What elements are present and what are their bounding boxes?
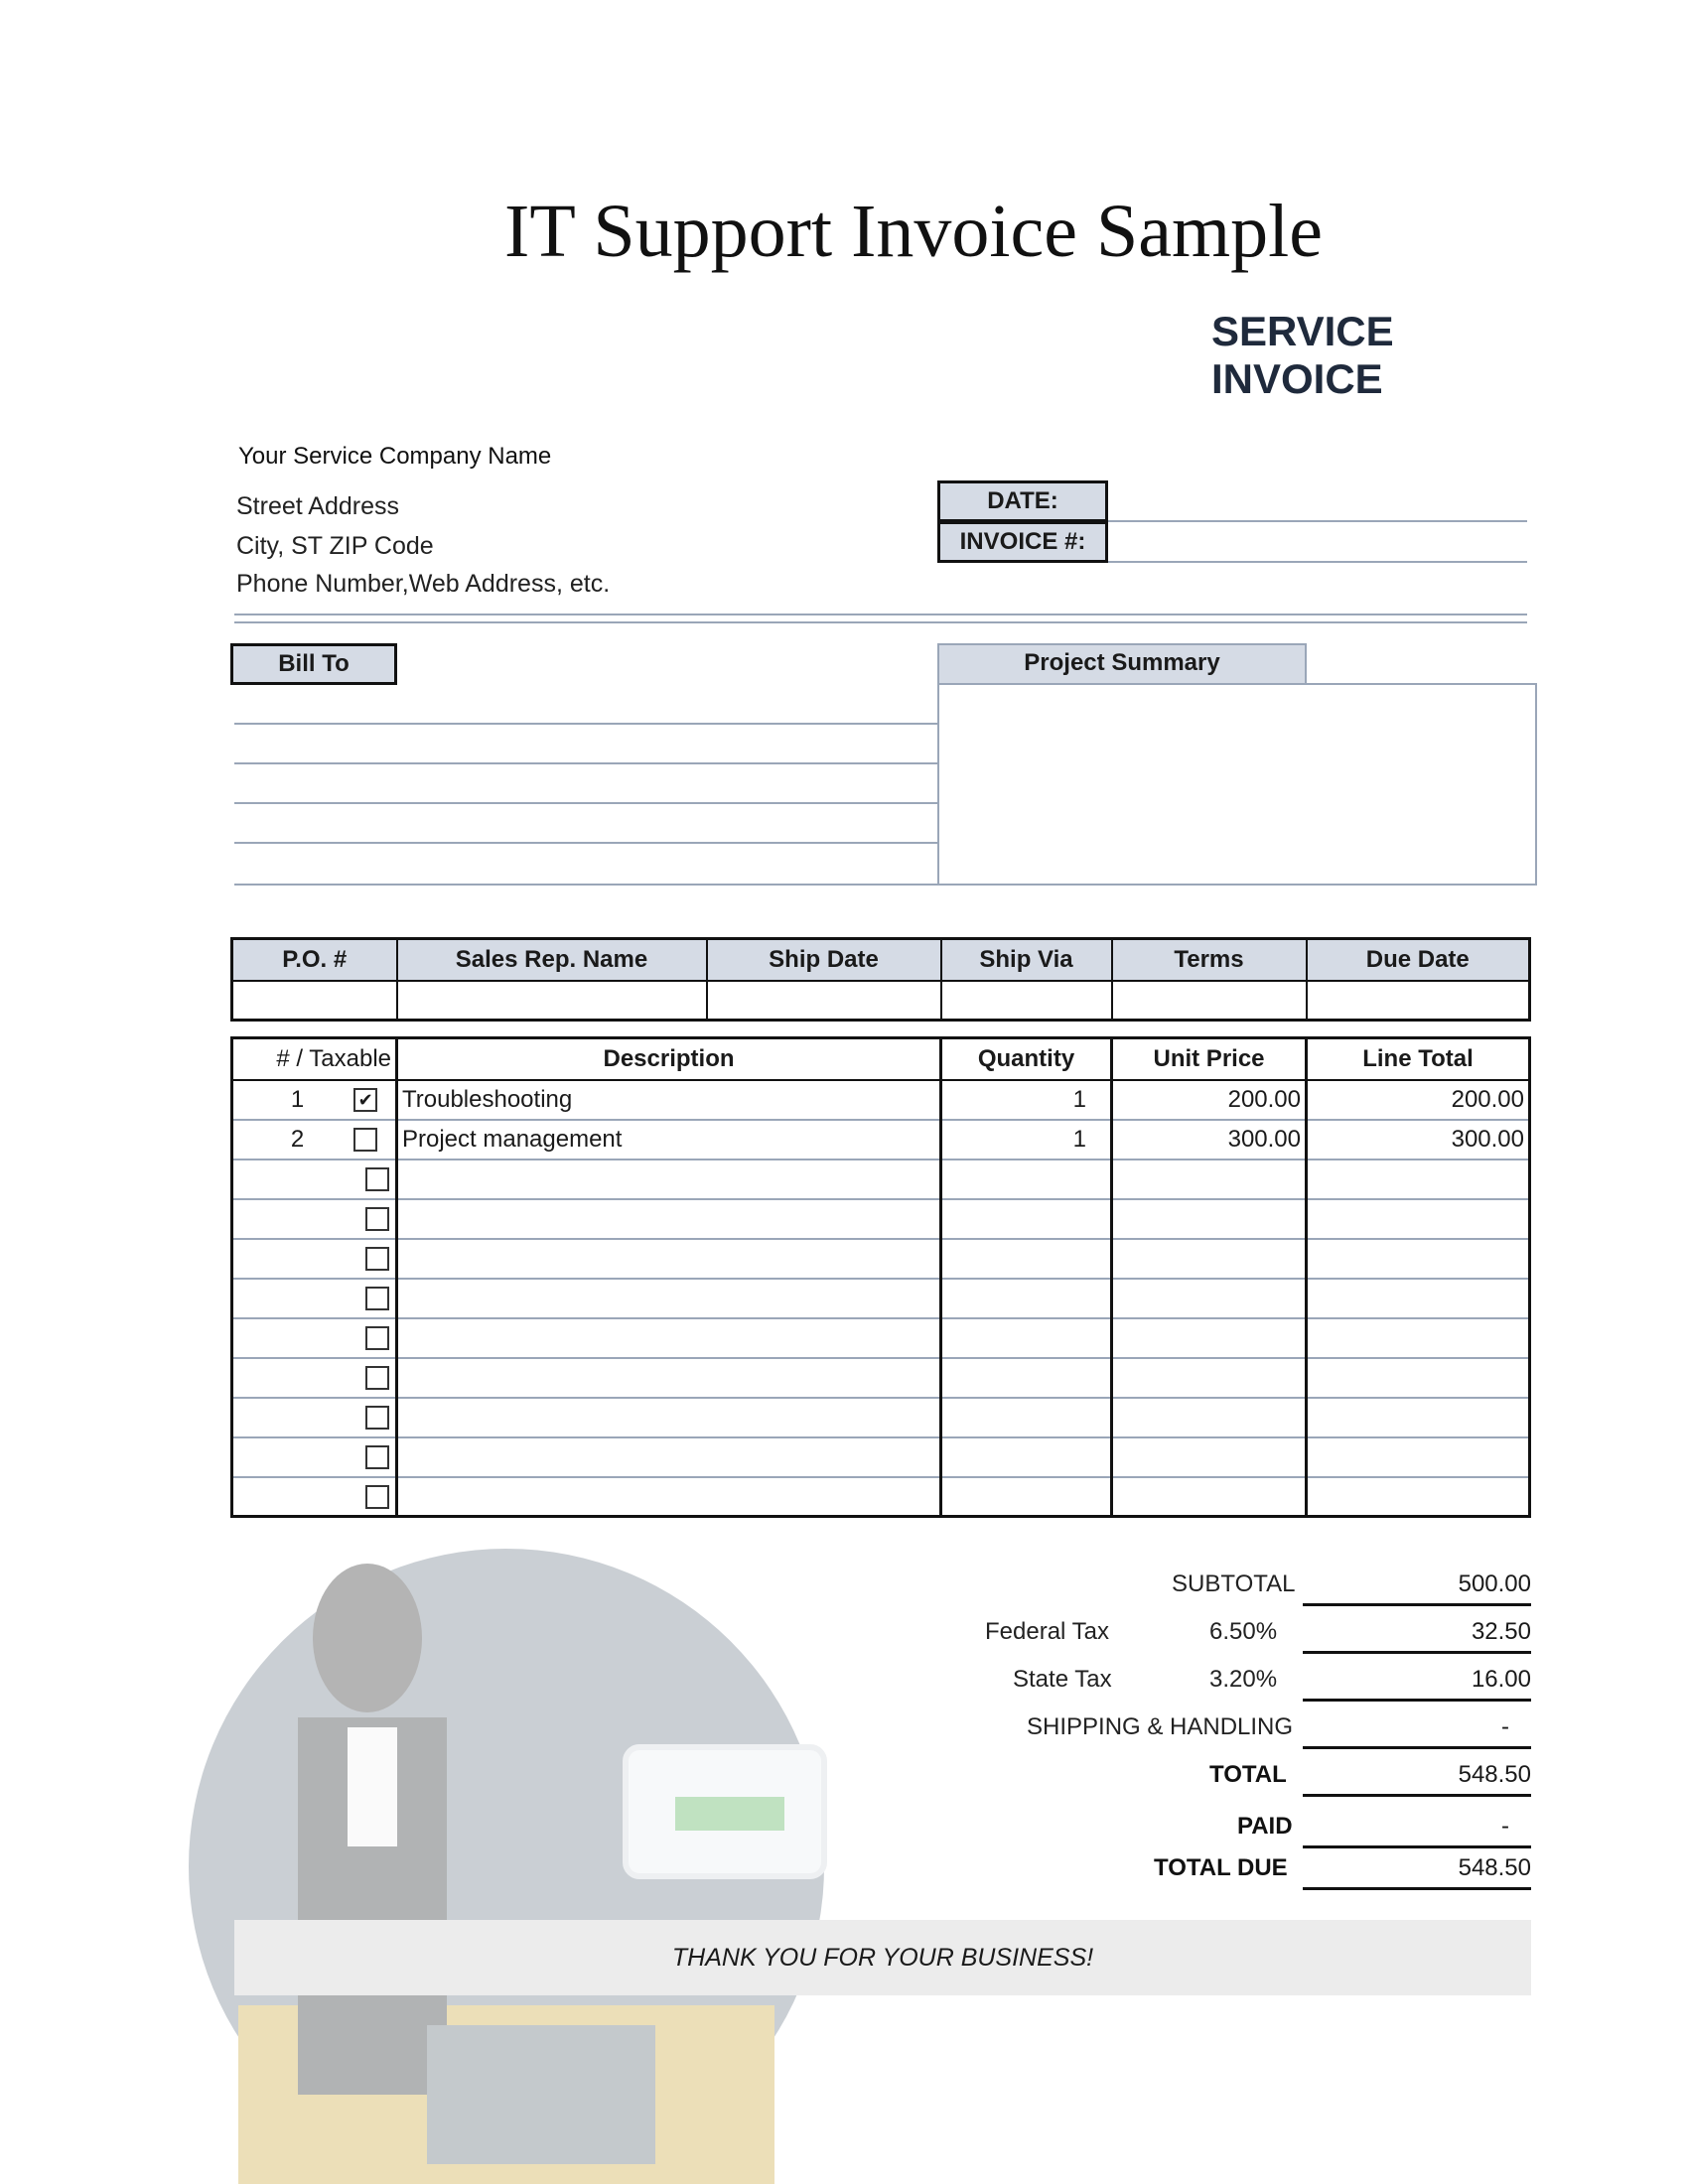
item-line-total [1307,1160,1530,1199]
line-total-header: Line Total [1307,1038,1530,1080]
table-row [232,1358,1530,1398]
service-invoice-line2: INVOICE [1211,355,1383,402]
table-row [232,1239,1530,1279]
item-unit-price[interactable]: 200.00 [1112,1080,1307,1120]
project-summary-label: Project Summary [937,643,1307,685]
item-line-total [1307,1437,1530,1477]
total-label: TOTAL [1209,1761,1287,1788]
due-date-cell[interactable] [1307,981,1530,1021]
total-due-value: 548.50 [1303,1846,1531,1890]
num-taxable-header: # / Taxable [232,1038,397,1080]
table-row [232,1160,1530,1199]
divider-line [234,614,1527,615]
bill-to-line[interactable] [234,802,937,804]
project-summary-box[interactable] [937,683,1537,886]
item-num-cell [232,1279,397,1318]
ship-date-cell[interactable] [707,981,941,1021]
service-invoice-heading [1211,308,1394,403]
contact-info: Phone Number,Web Address, etc. [236,570,611,598]
taxable-checkbox[interactable] [365,1247,389,1271]
city-state-zip: City, ST ZIP Code [236,532,434,560]
item-line-total [1307,1279,1530,1318]
item-num-cell [232,1120,397,1160]
quantity-header: Quantity [941,1038,1112,1080]
item-unit-price[interactable] [1112,1199,1307,1239]
item-unit-price[interactable] [1112,1279,1307,1318]
description-header: Description [397,1038,941,1080]
state-tax-rate[interactable]: 3.20% [1209,1666,1278,1693]
item-quantity[interactable] [941,1477,1112,1517]
unit-price-header: Unit Price [1112,1038,1307,1080]
item-unit-price[interactable] [1112,1318,1307,1358]
table-row [232,1477,1530,1517]
item-description[interactable]: Project management [397,1120,941,1160]
terms-header: Terms [1112,939,1307,981]
item-description[interactable] [397,1358,941,1398]
item-line-total [1307,1477,1530,1517]
item-number: 2 [290,1125,305,1153]
ship-via-header: Ship Via [941,939,1112,981]
item-line-total [1307,1398,1530,1437]
street-address: Street Address [236,492,399,520]
taxable-checkbox[interactable] [365,1326,389,1350]
item-description[interactable] [397,1239,941,1279]
shipping-value[interactable]: - [1303,1706,1531,1749]
subtotal-label: SUBTOTAL [1172,1570,1296,1597]
po-table [230,937,1531,1022]
item-unit-price[interactable] [1112,1160,1307,1199]
taxable-checkbox[interactable] [365,1167,389,1191]
item-description[interactable] [397,1279,941,1318]
po-header: P.O. # [232,939,397,981]
item-num-cell [232,1398,397,1437]
federal-tax-label: Federal Tax [985,1618,1109,1645]
service-invoice-line1: SERVICE [1211,308,1394,354]
bill-to-line[interactable] [234,762,937,764]
date-label: DATE: [937,480,1108,522]
item-description[interactable] [397,1160,941,1199]
total-due-label: TOTAL DUE [1154,1854,1288,1881]
ship-date-header: Ship Date [707,939,941,981]
federal-tax-rate[interactable]: 6.50% [1209,1618,1278,1645]
item-unit-price[interactable] [1112,1477,1307,1517]
taxable-checkbox[interactable] [365,1485,389,1509]
table-row [232,1080,1530,1120]
item-quantity[interactable] [941,1358,1112,1398]
po-cell[interactable] [232,981,397,1021]
taxable-checkbox[interactable] [365,1406,389,1430]
item-num-cell [232,1358,397,1398]
sales-rep-cell[interactable] [397,981,707,1021]
item-quantity[interactable]: 1 [941,1120,1112,1160]
item-description[interactable]: Troubleshooting [397,1080,941,1120]
table-row [232,1398,1530,1437]
table-row [232,1279,1530,1318]
item-line-total [1307,1358,1530,1398]
item-num-cell [232,1318,397,1358]
item-description[interactable] [397,1437,941,1477]
item-num-cell [232,1477,397,1517]
company-name: Your Service Company Name [238,443,552,470]
item-num-cell [232,1199,397,1239]
table-row [232,1120,1530,1160]
ship-via-cell[interactable] [941,981,1112,1021]
taxable-checkbox[interactable] [365,1366,389,1390]
state-tax-value: 16.00 [1303,1658,1531,1702]
taxable-checkbox[interactable] [365,1207,389,1231]
item-quantity[interactable] [941,1398,1112,1437]
item-quantity[interactable] [941,1239,1112,1279]
item-unit-price[interactable] [1112,1358,1307,1398]
taxable-checkbox[interactable] [365,1287,389,1310]
item-line-total: 200.00 [1307,1080,1530,1120]
bill-to-line[interactable] [234,723,937,725]
item-unit-price[interactable] [1112,1398,1307,1437]
technician-watermark-illustration [149,1469,864,2184]
item-num-cell [232,1239,397,1279]
shipping-label: SHIPPING & HANDLING [1027,1713,1294,1740]
date-field-line[interactable] [1108,520,1527,522]
item-quantity[interactable]: 1 [941,1080,1112,1120]
total-value: 548.50 [1303,1753,1531,1797]
table-row [232,1199,1530,1239]
paid-value[interactable]: - [1303,1805,1531,1848]
item-num-cell [232,1080,397,1120]
item-quantity[interactable] [941,1279,1112,1318]
item-quantity[interactable] [941,1437,1112,1477]
state-tax-label: State Tax [1013,1666,1112,1693]
item-unit-price[interactable] [1112,1239,1307,1279]
item-quantity[interactable] [941,1318,1112,1358]
subtotal-value: 500.00 [1303,1563,1531,1606]
table-row [232,1318,1530,1358]
divider-line [234,621,1527,623]
taxable-checkbox[interactable]: ✔ [353,1088,377,1112]
sales-rep-header: Sales Rep. Name [397,939,707,981]
item-unit-price[interactable]: 300.00 [1112,1120,1307,1160]
item-num-cell [232,1437,397,1477]
thank-you-banner: THANK YOU FOR YOUR BUSINESS! [234,1920,1531,1995]
items-table [230,1036,1531,1518]
taxable-checkbox[interactable] [365,1445,389,1469]
invoice-number-label: INVOICE #: [937,521,1108,563]
due-date-header: Due Date [1307,939,1530,981]
bill-to-line[interactable] [234,842,937,844]
invoice-number-field-line[interactable] [1108,561,1527,563]
item-line-total: 300.00 [1307,1120,1530,1160]
bill-to-label: Bill To [230,643,397,685]
item-unit-price[interactable] [1112,1437,1307,1477]
item-line-total [1307,1199,1530,1239]
item-description[interactable] [397,1477,941,1517]
item-num-cell [232,1160,397,1199]
terms-cell[interactable] [1112,981,1307,1021]
item-line-total [1307,1239,1530,1279]
item-line-total [1307,1318,1530,1358]
item-number: 1 [290,1085,305,1113]
taxable-checkbox[interactable] [353,1128,377,1152]
item-quantity[interactable] [941,1160,1112,1199]
bill-to-line[interactable] [234,884,937,886]
item-description[interactable] [397,1398,941,1437]
item-description[interactable] [397,1199,941,1239]
federal-tax-value: 32.50 [1303,1610,1531,1654]
item-description[interactable] [397,1318,941,1358]
paid-label: PAID [1237,1813,1293,1840]
table-row [232,1437,1530,1477]
item-quantity[interactable] [941,1199,1112,1239]
document-title: IT Support Invoice Sample [504,190,1323,273]
